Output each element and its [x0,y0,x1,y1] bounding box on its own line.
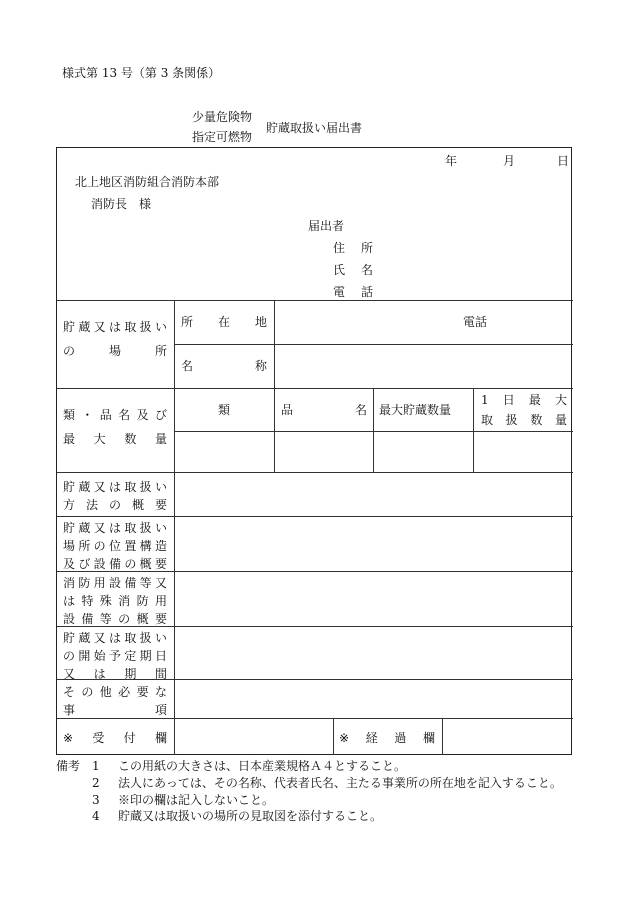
notes [56,758,576,825]
phone-label: 電 話 [333,285,373,299]
date-day: 日 [557,154,570,168]
form-number: 様式第 13 号（第 3 条関係） [62,66,221,80]
fire-equipment-label: 消 防 用 設 備 等 又 は 特 殊 消 防 用 設 備 等 の 概 要 [63,576,167,626]
divider [57,388,573,389]
place-label: 貯 蔵 又 は 取 扱 い の 場 所 [63,320,167,358]
addressee-org: 北上地区消防組合消防本部 [75,175,220,189]
divider [57,300,573,301]
divider [174,300,175,755]
note-item: 3 ※印の欄は記入しないこと。 [92,792,275,807]
date-year: 年 [445,154,458,168]
column-max-storage: 最大貯蔵数量 [379,403,452,417]
divider [473,388,474,472]
notes-lead: 備考 [56,759,81,773]
title-small-quantity: 少量危険物 [192,110,253,124]
address-label: 住 所 [333,241,373,255]
kind-label: 類 ・ 品 名 及 び 最 大 数 量 [63,408,167,446]
page-title: 貯蔵取扱い届出書 [266,121,363,135]
note-item: 4 貯蔵又は取扱いの場所の見取図を添付すること。 [92,809,383,824]
form-table [56,147,572,755]
divider [333,718,334,755]
addressee-title: 消防長 様 [91,197,152,211]
divider [57,516,573,517]
divider [442,718,443,755]
divider [57,472,573,473]
column-daily-max: 1 日 最 大 取 扱 数 量 [481,393,567,427]
divider [373,388,374,472]
method-label: 貯 蔵 又 は 取 扱 い 方 法 の 概 要 [63,480,167,512]
name-label: 氏 名 [333,263,373,277]
progress-label: ※ 経 過 欄 [339,731,435,745]
phone-cell-label: 電話 [463,315,488,329]
structure-label: 貯 蔵 又 は 取 扱 い 場 所 の 位 置 構 造 及 び 設 備 の 概 要 [63,521,167,571]
divider [274,300,275,472]
receipt-label: ※ 受 付 欄 [63,731,167,745]
note-item: 2 法人にあっては、その名称、代表者氏名、主たる事業所の所在地を記入すること。 [92,775,562,790]
title-designated-combustibles: 指定可燃物 [192,130,253,144]
note-item: 備考 1 この用紙の大きさは、日本産業規格Ａ４とすること。 [56,759,407,773]
other-label: そ の 他 必 要 な 事 項 [63,685,167,717]
start-period-label: 貯 蔵 又 は 取 扱 い の 開 始 予 定 期 日 又 は 期 間 [63,631,167,681]
date-month: 月 [503,154,516,168]
column-item-name: 品 名 [281,403,367,417]
divider [174,344,573,345]
column-class: 類 [218,403,231,417]
facility-name-label: 名 称 [181,359,267,373]
location-label: 所 在 地 [181,315,267,329]
reporter-label: 届出者 [308,219,345,233]
